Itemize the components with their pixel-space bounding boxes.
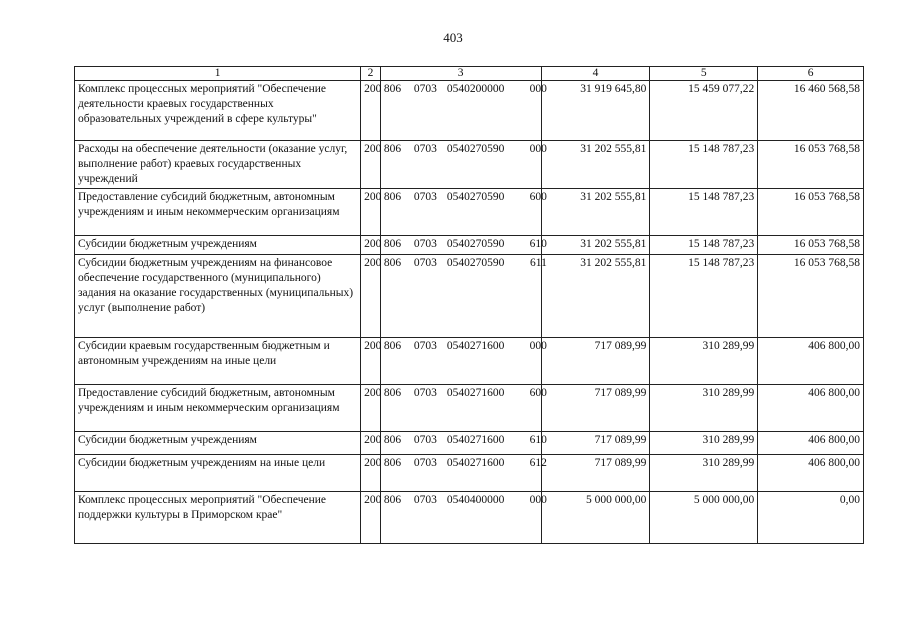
row-amount-col5: 310 289,99: [650, 385, 758, 432]
row-amount-col5: 310 289,99: [650, 455, 758, 492]
dept-code: 806: [383, 387, 402, 399]
dept-code: 806: [383, 434, 402, 446]
expense-type-code: 000: [529, 83, 547, 95]
section-code: 0703: [413, 494, 437, 506]
row-name-cell: Комплекс процессных мероприятий "Обеспечение поддержки культуры в Приморском крае": [75, 492, 361, 544]
table-row: [75, 81, 864, 141]
table-row: [75, 141, 864, 189]
expense-type-code: 000: [529, 143, 547, 155]
header-cell-1: 1: [75, 67, 361, 81]
row-classification-cell: [380, 81, 547, 141]
dept-code: 806: [383, 143, 402, 155]
row-name-cell: Комплекс процессных мероприятий "Обеспечение деятельности краевых государственных образовательных учреждений в сфере культуры": [75, 81, 361, 141]
target-code: 0540271600: [446, 434, 505, 446]
expense-type-code: 000: [529, 340, 547, 352]
row-classification-cell: [380, 141, 547, 189]
row-amount-col4: 31 202 555,81: [541, 236, 650, 255]
table-row: [75, 385, 864, 432]
row-amount-col4: 717 089,99: [541, 338, 650, 385]
dept-code: 806: [383, 457, 402, 469]
section-code: 0703: [413, 143, 437, 155]
row-name-cell: Субсидии бюджетным учреждениям: [75, 236, 361, 255]
row-classification-cell: [380, 189, 547, 236]
dept-code: 806: [383, 340, 402, 352]
row-amount-col4: 31 202 555,81: [541, 189, 650, 236]
table-row: [75, 432, 864, 455]
row-amount-col5: 15 148 787,23: [650, 236, 758, 255]
row-code-cell: 200: [361, 385, 381, 432]
row-classification-cell: [380, 432, 547, 455]
row-code-cell: 200: [361, 255, 381, 338]
row-amount-col4: 31 202 555,81: [541, 255, 650, 338]
row-amount-col5: 5 000 000,00: [650, 492, 758, 544]
row-classification-cell: [380, 255, 547, 338]
target-code: 0540270590: [446, 257, 505, 269]
expense-type-code: 611: [530, 257, 547, 269]
page-number: 403: [443, 30, 463, 45]
row-amount-col4: 717 089,99: [541, 455, 650, 492]
row-amount-col5: 15 148 787,23: [650, 141, 758, 189]
row-name-cell: Субсидии краевым государственным бюджетным и автономным учреждениям на иные цели: [75, 338, 361, 385]
row-amount-col5: 15 459 077,22: [650, 81, 758, 141]
section-code: 0703: [413, 83, 437, 95]
section-code: 0703: [413, 238, 437, 250]
row-classification-cell: [380, 236, 547, 255]
row-amount-col6: 16 053 768,58: [758, 255, 864, 338]
row-amount-col4: 717 089,99: [541, 432, 650, 455]
dept-code: 806: [383, 238, 402, 250]
target-code: 0540400000: [446, 494, 505, 506]
table-row: [75, 255, 864, 338]
header-cell-6: 6: [758, 67, 864, 81]
row-amount-col6: 16 053 768,58: [758, 141, 864, 189]
section-code: 0703: [413, 457, 437, 469]
row-amount-col6: 406 800,00: [758, 455, 864, 492]
row-amount-col4: 31 202 555,81: [541, 141, 650, 189]
row-code-cell: 200: [361, 189, 381, 236]
row-amount-col6: 16 460 568,58: [758, 81, 864, 141]
header-row: [75, 67, 864, 81]
row-code-cell: 200: [361, 141, 381, 189]
row-amount-col5: 15 148 787,23: [650, 189, 758, 236]
row-classification-cell: [380, 338, 547, 385]
target-code: 0540271600: [446, 340, 505, 352]
expense-type-code: 612: [529, 457, 547, 469]
row-amount-col6: 406 800,00: [758, 385, 864, 432]
row-code-cell: 200: [361, 236, 381, 255]
expense-type-code: 600: [529, 387, 547, 399]
row-name-cell: Субсидии бюджетным учреждениям: [75, 432, 361, 455]
header-cell-4: 4: [541, 67, 650, 81]
row-name-cell: Субсидии бюджетным учреждениям на иные цели: [75, 455, 361, 492]
section-code: 0703: [413, 340, 437, 352]
header-cell-2: 2: [361, 67, 381, 81]
row-name-cell: Предоставление субсидий бюджетным, автономным учреждениям и иным некоммерческим организациям: [75, 385, 361, 432]
row-name-cell: Субсидии бюджетным учреждениям на финансовое обеспечение государственного (муниципального) задания на оказание государственных (муниципальных) услуг (выполнение работ): [75, 255, 361, 338]
header-cell-5: 5: [650, 67, 758, 81]
dept-code: 806: [383, 494, 402, 506]
row-amount-col6: 406 800,00: [758, 432, 864, 455]
row-code-cell: 200: [361, 455, 381, 492]
row-name-cell: Расходы на обеспечение деятельности (оказание услуг, выполнение работ) краевых государственных учреждений: [75, 141, 361, 189]
table-row: [75, 236, 864, 255]
dept-code: 806: [383, 191, 402, 203]
row-classification-cell: [380, 492, 547, 544]
row-classification-cell: [380, 385, 547, 432]
target-code: 0540270590: [446, 143, 505, 155]
row-code-cell: 200: [361, 338, 381, 385]
target-code: 0540271600: [446, 387, 505, 399]
target-code: 0540270590: [446, 191, 505, 203]
section-code: 0703: [413, 257, 437, 269]
target-code: 0540270590: [446, 238, 505, 250]
row-amount-col6: 0,00: [758, 492, 864, 544]
row-amount-col6: 406 800,00: [758, 338, 864, 385]
row-code-cell: 200: [361, 81, 381, 141]
dept-code: 806: [383, 83, 402, 95]
budget-table: [74, 66, 864, 544]
table-row: [75, 338, 864, 385]
expense-type-code: 000: [529, 494, 547, 506]
row-code-cell: 200: [361, 492, 381, 544]
row-code-cell: 200: [361, 432, 381, 455]
row-name-cell: Предоставление субсидий бюджетным, автономным учреждениям и иным некоммерческим организациям: [75, 189, 361, 236]
section-code: 0703: [413, 434, 437, 446]
row-amount-col6: 16 053 768,58: [758, 236, 864, 255]
expense-type-code: 600: [529, 191, 547, 203]
target-code: 0540200000: [446, 83, 505, 95]
expense-type-code: 610: [529, 238, 547, 250]
table-row: [75, 492, 864, 544]
row-amount-col4: 5 000 000,00: [541, 492, 650, 544]
row-amount-col5: 310 289,99: [650, 432, 758, 455]
row-amount-col6: 16 053 768,58: [758, 189, 864, 236]
row-amount-col4: 717 089,99: [541, 385, 650, 432]
expense-type-code: 610: [529, 434, 547, 446]
table-row: [75, 189, 864, 236]
row-amount-col4: 31 919 645,80: [541, 81, 650, 141]
section-code: 0703: [413, 387, 437, 399]
target-code: 0540271600: [446, 457, 505, 469]
row-amount-col5: 310 289,99: [650, 338, 758, 385]
table-row: [75, 455, 864, 492]
section-code: 0703: [413, 191, 437, 203]
row-amount-col5: 15 148 787,23: [650, 255, 758, 338]
row-classification-cell: [380, 455, 547, 492]
header-cell-3: 3: [380, 67, 541, 81]
dept-code: 806: [383, 257, 402, 269]
